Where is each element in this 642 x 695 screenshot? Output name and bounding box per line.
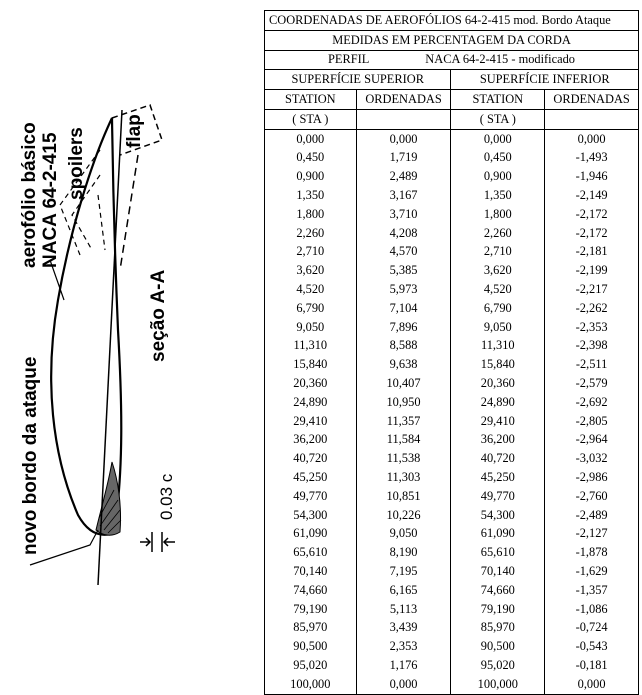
upper-ordenadas-cell: 3,439 [356, 619, 451, 638]
lower-station-cell: 74,660 [451, 581, 545, 600]
lower-station-cell: 36,200 [451, 431, 545, 450]
table-row [265, 205, 639, 224]
table-row [265, 525, 639, 544]
table-row [265, 656, 639, 675]
lower-station-cell: 24,890 [451, 393, 545, 412]
upper-ordenadas-header: ORDENADAS [356, 90, 451, 110]
flap-dashed-2 [120, 155, 138, 270]
upper-station-cell: 11,310 [265, 337, 357, 356]
upper-ordenadas-cell: 9,638 [356, 355, 451, 374]
upper-ordenadas-cell: 4,570 [356, 243, 451, 262]
table-row [265, 581, 639, 600]
lower-ordenadas-cell: -1,946 [545, 167, 639, 186]
upper-ordenadas-cell: 7,104 [356, 299, 451, 318]
lower-ordenadas-cell: -2,127 [545, 525, 639, 544]
upper-ordenadas-cell: 0,000 [356, 129, 451, 148]
upper-ordenadas-cell: 5,973 [356, 280, 451, 299]
table-row [265, 619, 639, 638]
lower-station-cell: 9,050 [451, 318, 545, 337]
upper-ordenadas-cell: 3,710 [356, 205, 451, 224]
dimension-marker [140, 532, 175, 552]
upper-station-cell: 61,090 [265, 525, 357, 544]
upper-station-cell: 3,620 [265, 261, 357, 280]
lower-station-header: STATION [451, 90, 545, 110]
lower-station-cell: 29,410 [451, 412, 545, 431]
lower-station-cell: 15,840 [451, 355, 545, 374]
lower-station-cell: 95,020 [451, 656, 545, 675]
upper-ordenadas-cell: 1,719 [356, 149, 451, 168]
lower-station-cell: 40,720 [451, 449, 545, 468]
lower-ordenadas-cell: -2,398 [545, 337, 639, 356]
lower-station-cell: 79,190 [451, 600, 545, 619]
airfoil-figure [0, 0, 262, 637]
perfil-cell [265, 50, 639, 70]
table-row [265, 487, 639, 506]
lower-ordenadas-cell: -3,032 [545, 449, 639, 468]
upper-station-cell: 70,140 [265, 562, 357, 581]
table-row [265, 299, 639, 318]
upper-ordenadas-cell: 5,113 [356, 600, 451, 619]
upper-station-cell: 54,300 [265, 506, 357, 525]
label-secao: seção A-A [148, 269, 169, 362]
lower-ordenadas-cell: -2,262 [545, 299, 639, 318]
lower-unit-empty [545, 109, 639, 129]
lower-ordenadas-cell: 0,000 [545, 675, 639, 694]
upper-ordenadas-cell: 10,226 [356, 506, 451, 525]
upper-ordenadas-cell: 11,538 [356, 449, 451, 468]
upper-station-header: STATION [265, 90, 357, 110]
table-row [265, 600, 639, 619]
upper-station-cell: 15,840 [265, 355, 357, 374]
lower-ordenadas-cell: 0,000 [545, 129, 639, 148]
lower-station-cell: 0,000 [451, 129, 545, 148]
lower-ordenadas-cell: -0,543 [545, 637, 639, 656]
upper-ordenadas-cell: 7,195 [356, 562, 451, 581]
upper-ordenadas-cell: 5,385 [356, 261, 451, 280]
lower-ordenadas-cell: -0,724 [545, 619, 639, 638]
table-row [265, 637, 639, 656]
upper-station-cell: 29,410 [265, 412, 357, 431]
lower-station-cell: 2,710 [451, 243, 545, 262]
upper-station-cell: 40,720 [265, 449, 357, 468]
table-row [265, 374, 639, 393]
upper-surface-header: SUPERFÍCIE SUPERIOR [265, 70, 451, 90]
upper-station-cell: 20,360 [265, 374, 357, 393]
lower-station-cell: 90,500 [451, 637, 545, 656]
table-row [265, 543, 639, 562]
upper-station-cell: 24,890 [265, 393, 357, 412]
upper-ordenadas-cell: 10,851 [356, 487, 451, 506]
lower-ordenadas-cell: -2,579 [545, 374, 639, 393]
lower-ordenadas-cell: -1,629 [545, 562, 639, 581]
upper-station-cell: 6,790 [265, 299, 357, 318]
lower-station-cell: 6,790 [451, 299, 545, 318]
upper-ordenadas-cell: 11,584 [356, 431, 451, 450]
upper-station-cell: 45,250 [265, 468, 357, 487]
upper-ordenadas-cell: 10,407 [356, 374, 451, 393]
lower-station-cell: 85,970 [451, 619, 545, 638]
table-row [265, 167, 639, 186]
table-row [265, 468, 639, 487]
lower-station-cell: 54,300 [451, 506, 545, 525]
upper-ordenadas-cell: 4,208 [356, 224, 451, 243]
lower-ordenadas-cell: -2,511 [545, 355, 639, 374]
lower-station-cell: 100,000 [451, 675, 545, 694]
upper-ordenadas-cell: 8,190 [356, 543, 451, 562]
unit-row [265, 109, 639, 129]
surface-header-row [265, 70, 639, 90]
label-flap: flap [124, 114, 145, 148]
table-row [265, 355, 639, 374]
upper-sta-unit: ( STA ) [265, 109, 357, 129]
lower-ordenadas-cell: -2,217 [545, 280, 639, 299]
upper-station-cell: 0,000 [265, 129, 357, 148]
upper-station-cell: 4,520 [265, 280, 357, 299]
upper-ordenadas-cell: 2,489 [356, 167, 451, 186]
lower-station-cell: 61,090 [451, 525, 545, 544]
table-row [265, 337, 639, 356]
table-row [265, 224, 639, 243]
upper-station-cell: 2,260 [265, 224, 357, 243]
lower-station-cell: 65,610 [451, 543, 545, 562]
table-row [265, 449, 639, 468]
lower-ordenadas-cell: -2,692 [545, 393, 639, 412]
upper-station-cell: 0,900 [265, 167, 357, 186]
upper-station-cell: 79,190 [265, 600, 357, 619]
upper-station-cell: 1,800 [265, 205, 357, 224]
lower-station-cell: 4,520 [451, 280, 545, 299]
upper-station-cell: 2,710 [265, 243, 357, 262]
upper-ordenadas-cell: 11,357 [356, 412, 451, 431]
lower-ordenadas-cell: -2,489 [545, 506, 639, 525]
lower-ordenadas-cell: -1,357 [545, 581, 639, 600]
lower-ordenadas-cell: -2,986 [545, 468, 639, 487]
upper-ordenadas-cell: 6,165 [356, 581, 451, 600]
table-row [265, 562, 639, 581]
lower-ordenadas-cell: -1,493 [545, 149, 639, 168]
lower-ordenadas-cell: -2,805 [545, 412, 639, 431]
lower-station-cell: 1,800 [451, 205, 545, 224]
table-row [265, 393, 639, 412]
table-row [265, 243, 639, 262]
table-row [265, 129, 639, 148]
lower-station-cell: 0,900 [451, 167, 545, 186]
column-header-row [265, 90, 639, 110]
upper-station-cell: 65,610 [265, 543, 357, 562]
table-title: COORDENADAS DE AEROFÓLIOS 64-2-415 mod. Bordo Ataque [265, 11, 639, 31]
lower-ordenadas-cell: -2,181 [545, 243, 639, 262]
lower-station-cell: 70,140 [451, 562, 545, 581]
table-row [265, 186, 639, 205]
upper-station-cell: 0,450 [265, 149, 357, 168]
table-row [265, 261, 639, 280]
upper-station-cell: 85,970 [265, 619, 357, 638]
lower-station-cell: 0,450 [451, 149, 545, 168]
coordinates-table [264, 10, 639, 695]
upper-ordenadas-cell: 7,896 [356, 318, 451, 337]
lower-ordenadas-cell: -2,172 [545, 205, 639, 224]
label-naca: NACA 64-2-415 [40, 132, 61, 268]
lower-ordenadas-cell: -2,353 [545, 318, 639, 337]
lower-station-cell: 49,770 [451, 487, 545, 506]
upper-unit-empty [356, 109, 451, 129]
upper-station-cell: 100,000 [265, 675, 357, 694]
table-row [265, 506, 639, 525]
lower-surface-header: SUPERFÍCIE INFERIOR [451, 70, 639, 90]
upper-station-cell: 9,050 [265, 318, 357, 337]
lower-station-cell: 1,350 [451, 186, 545, 205]
upper-ordenadas-cell: 10,950 [356, 393, 451, 412]
upper-station-cell: 74,660 [265, 581, 357, 600]
lower-ordenadas-header: ORDENADAS [545, 90, 639, 110]
upper-ordenadas-cell: 3,167 [356, 186, 451, 205]
table-row [265, 280, 639, 299]
lower-ordenadas-cell: -2,199 [545, 261, 639, 280]
lower-station-cell: 11,310 [451, 337, 545, 356]
lower-ordenadas-cell: -2,760 [545, 487, 639, 506]
upper-station-cell: 1,350 [265, 186, 357, 205]
table-title-row [265, 11, 639, 31]
upper-ordenadas-cell: 0,000 [356, 675, 451, 694]
lower-ordenadas-cell: -0,181 [545, 656, 639, 675]
lower-ordenadas-cell: -2,964 [545, 431, 639, 450]
upper-ordenadas-cell: 2,353 [356, 637, 451, 656]
airfoil-drawing [0, 0, 262, 637]
upper-station-cell: 49,770 [265, 487, 357, 506]
label-spoilers: spoilers [66, 127, 87, 200]
table-row [265, 412, 639, 431]
label-dimension: 0.03 c [157, 473, 176, 520]
lower-ordenadas-cell: -1,086 [545, 600, 639, 619]
table-subtitle: MEDIDAS EM PERCENTAGEM DA CORDA [265, 30, 639, 50]
label-novo-bordo: novo bordo da ataque [20, 356, 41, 555]
perfil-value: NACA 64-2-415 - modificado [425, 52, 575, 67]
upper-ordenadas-cell: 9,050 [356, 525, 451, 544]
table-row [265, 318, 639, 337]
upper-station-cell: 95,020 [265, 656, 357, 675]
table-row [265, 431, 639, 450]
lower-sta-unit: ( STA ) [451, 109, 545, 129]
table-row [265, 675, 639, 694]
label-aerofolio: aerofólio básico [19, 122, 40, 268]
perfil-label: PERFIL [327, 52, 370, 67]
perfil-row [265, 50, 639, 70]
upper-station-cell: 90,500 [265, 637, 357, 656]
upper-ordenadas-cell: 1,176 [356, 656, 451, 675]
lower-station-cell: 2,260 [451, 224, 545, 243]
lower-ordenadas-cell: -2,172 [545, 224, 639, 243]
lower-ordenadas-cell: -1,878 [545, 543, 639, 562]
table-subtitle-row [265, 30, 639, 50]
lower-station-cell: 20,360 [451, 374, 545, 393]
lower-station-cell: 45,250 [451, 468, 545, 487]
table-row [265, 149, 639, 168]
lower-ordenadas-cell: -2,149 [545, 186, 639, 205]
upper-station-cell: 36,200 [265, 431, 357, 450]
upper-ordenadas-cell: 11,303 [356, 468, 451, 487]
lower-station-cell: 3,620 [451, 261, 545, 280]
upper-ordenadas-cell: 8,588 [356, 337, 451, 356]
